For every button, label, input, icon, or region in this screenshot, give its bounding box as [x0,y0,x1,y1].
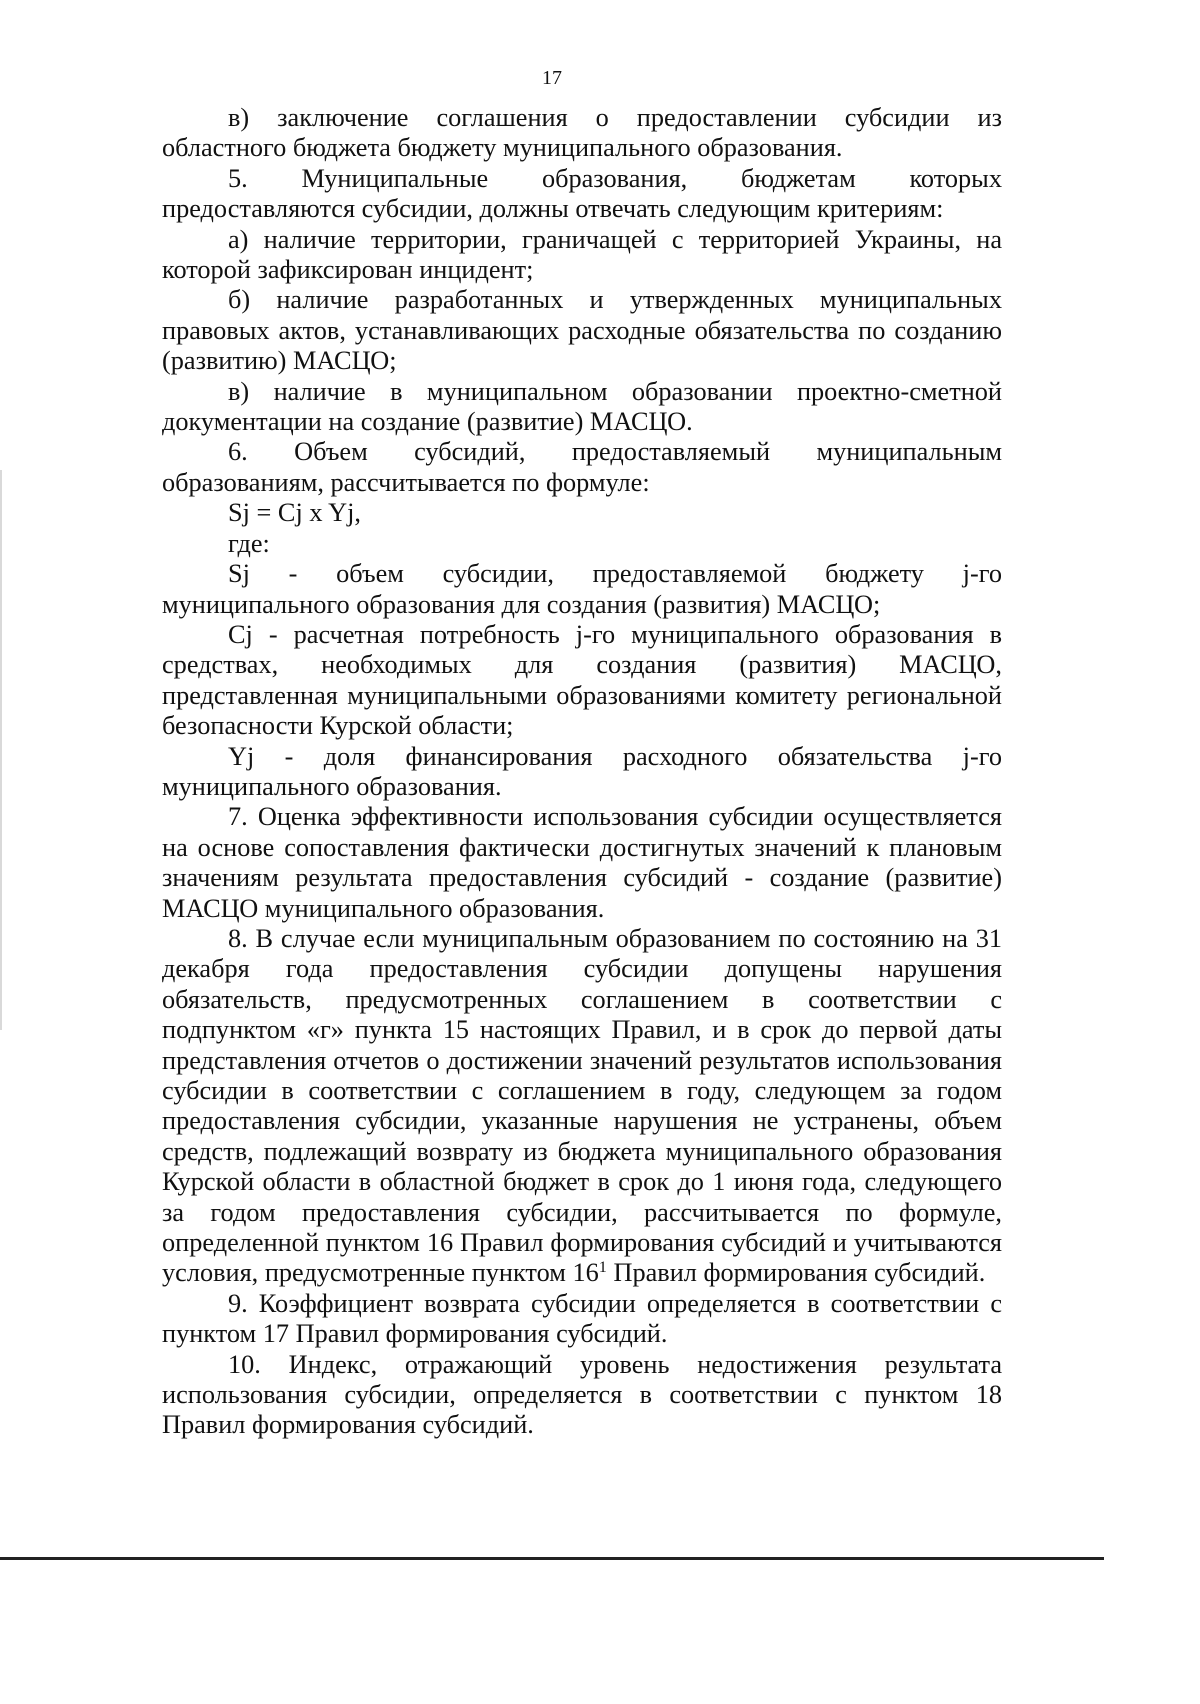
paragraph-8-text: 8. В случае если муниципальным образованием по состоянию на 31 декабря года предоставления субсидии допущены нарушения обязательств, предусмотренных соглашением в соответствии с подпунктом «г» пункта 15 настоящих Правил, и в срок до первой даты представления отчетов о достижении значений результатов использования субсидии в соответствии с соглашением в году, следующем за годом предоставления субсидии, указанные нарушения не устранены, объем средств, подлежащий возврату из бюджета муниципального образования Курской области в областной бюджет в срок до 1 июня года, следующего за годом предоставления субсидии, рассчитывается по формуле, определенной пунктом 16 Правил формирования субсидий и учитываются условия, предусмотренные пунктом 16 [162,923,1002,1288]
paragraph-8-tail: Правил формирования субсидий. [606,1258,986,1288]
paragraph-7: 7. Оценка эффективности использования субсидии осуществляется на основе сопоставления фактически достигнутых значений к плановым значениям результата предоставления субсидий - создание (развитие) МАСЦО муниципального образования. [162,802,1002,923]
paragraph-5v: в) наличие в муниципальном образовании проектно-сметной документации на создание (развитие) МАСЦО. [162,376,1002,437]
formula-where-label: где: [228,528,270,558]
formula: Sj = Cj x Yj, [228,498,361,528]
paragraph-8-superscript: 1 [598,1257,607,1277]
definition-cj: Cj - расчетная потребность j-го муниципального образования в средствах, необходимых для создания (развития) МАСЦО, представленная муниципальными образованиями комитету региональной безопасности Курской области; [162,619,1002,741]
paragraph-4v: в) заключение соглашения о предоставлении субсидии из областного бюджета бюджету муниципального образования. [162,103,1002,163]
paragraph-10: 10. Индекс, отражающий уровень недостижения результата использования субсидии, определяется в соответствии с пунктом 18 Правил формирования субсидий. [162,1349,1002,1440]
page-number: 17 [542,67,562,89]
definition-sj: Sj - объем субсидии, предоставляемой бюджету j-го муниципального образования для создания (развития) МАСЦО; [162,559,1002,619]
scan-left-edge [0,470,2,1030]
scan-bottom-edge [0,1557,1104,1560]
paragraph-5a: а) наличие территории, граничащей с территорией Украины, на которой зафиксирован инцидент; [162,224,1002,285]
paragraph-5: 5. Муниципальные образования, бюджетам которых предоставляются субсидии, должны отвечать следующим критериям: [162,163,1002,224]
definition-yj: Yj - доля финансирования расходного обязательства j-го муниципального образования. [162,741,1002,801]
paragraph-9: 9. Коэффициент возврата субсидии определяется в соответствии с пунктом 17 Правил формирования субсидий. [162,1288,1002,1349]
document-body [162,103,1002,1441]
paragraph-6: 6. Объем субсидий, предоставляемый муниципальным образованиям, рассчитывается по формуле: [162,437,1002,497]
paragraph-8 [162,924,1002,1289]
paragraph-5b: б) наличие разработанных и утвержденных муниципальных правовых актов, устанавливающих расходные обязательства по созданию (развитию) МАСЦО; [162,285,1002,376]
